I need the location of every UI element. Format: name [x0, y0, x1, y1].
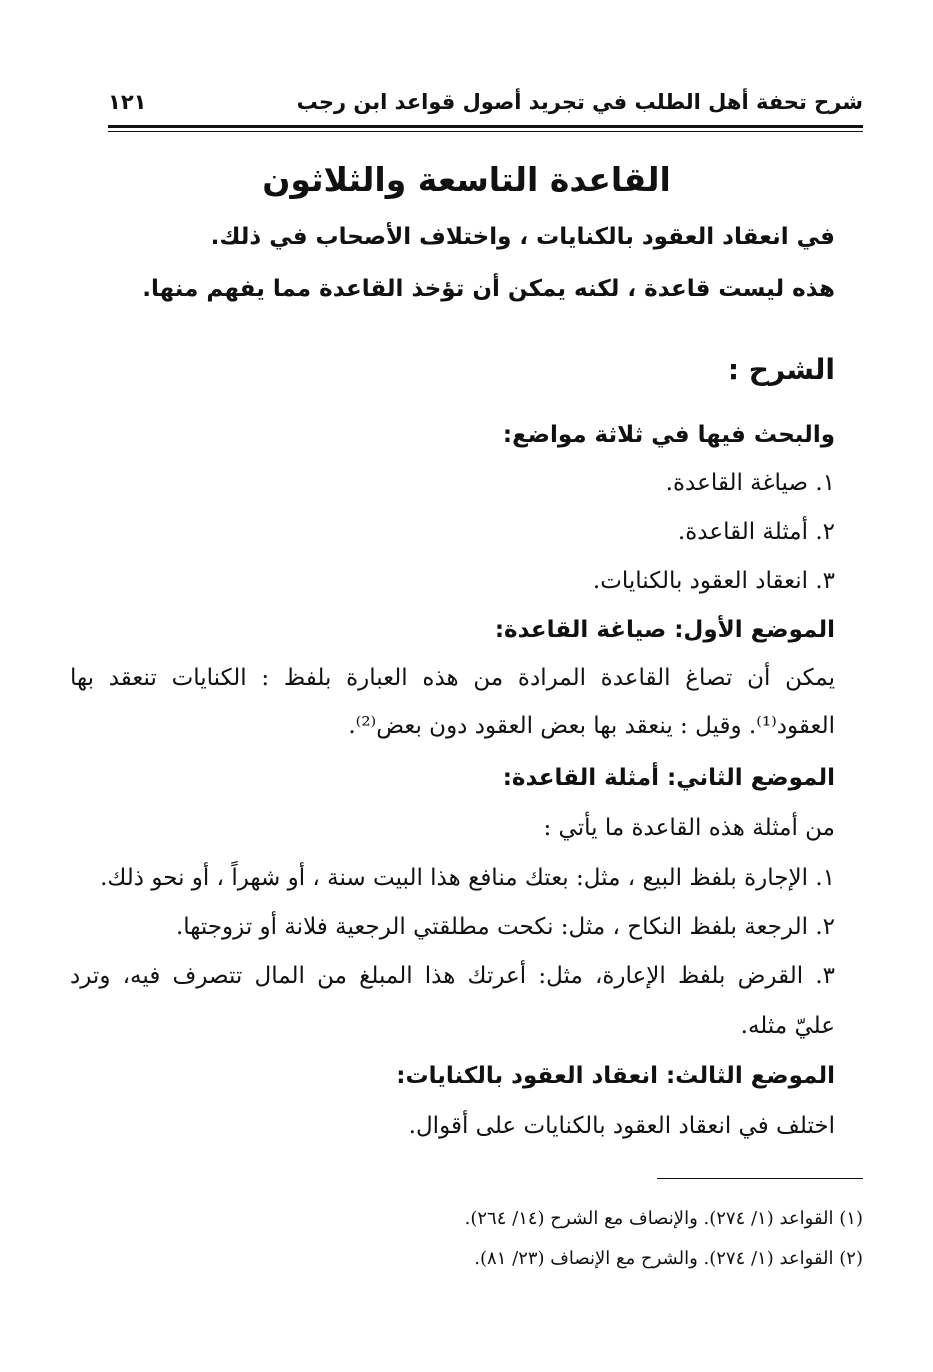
topic-item-3: ٣. انعقاد العقود بالكنايات. — [592, 568, 835, 594]
section2-intro: من أمثلة هذه القاعدة ما يأتي : — [543, 815, 835, 841]
topic-item-1: ١. صياغة القاعدة. — [665, 470, 835, 496]
header-rule-thick — [108, 125, 863, 128]
example-item-3: ٣. القرض بلفظ الإعارة، مثل: أعرتك هذا المبلغ من المال تتصرف فيه، وترد — [70, 963, 835, 989]
sharh-heading: الشرح : — [727, 353, 835, 386]
intro-line-2: هذه ليست قاعدة ، لكنه يمكن أن تؤخذ القاعدة مما يفهم منها. — [142, 276, 835, 302]
footnote-separator — [657, 1178, 863, 1179]
running-header — [108, 88, 863, 116]
topic-item-2: ٢. أمثلة القاعدة. — [677, 519, 835, 545]
footnote-1: (١) القواعد (١/ ٢٧٤). والإنصاف مع الشرح (١٤/ ٢٦٤). — [464, 1208, 863, 1229]
footnote-2: (٢) القواعد (١/ ٢٧٤). والشرح مع الإنصاف (٢٣/ ٨١). — [474, 1248, 863, 1269]
section1-line-2: العقود⁽¹⁾. وقيل : ينعقد بها بعض العقود دون بعض⁽²⁾. — [348, 713, 835, 739]
page-number: ١٢١ — [108, 90, 147, 114]
section1-line-1: يمكن أن تصاغ القاعدة المرادة من هذه العبارة بلفظ : الكنايات تنعقد بها — [70, 665, 835, 691]
example-item-3-continued: عليّ مثله. — [740, 1013, 835, 1039]
example-item-2: ٢. الرجعة بلفظ النكاح ، مثل: نكحت مطلقتي الرجعية فلانة أو تزوجتها. — [175, 914, 835, 940]
section1-title: الموضع الأول: صياغة القاعدة: — [494, 617, 835, 643]
rule-heading: القاعدة التاسعة والثلاثون — [262, 160, 671, 199]
example-item-1: ١. الإجارة بلفظ البيع ، مثل: بعتك منافع هذا البيت سنة ، أو شهراً ، أو نحو ذلك. — [100, 865, 835, 891]
section3-text: اختلف في انعقاد العقود بالكنايات على أقوال. — [408, 1113, 835, 1139]
book-title: شرح تحفة أهل الطلب في تجريد أصول قواعد ابن رجب — [296, 90, 863, 114]
section2-title: الموضع الثاني: أمثلة القاعدة: — [502, 765, 835, 791]
intro-line-1: في انعقاد العقود بالكنايات ، واختلاف الأصحاب في ذلك. — [210, 224, 835, 250]
section3-title: الموضع الثالث: انعقاد العقود بالكنايات: — [396, 1063, 835, 1089]
research-intro: والبحث فيها في ثلاثة مواضع: — [502, 422, 835, 448]
header-rule-thin — [108, 131, 863, 132]
